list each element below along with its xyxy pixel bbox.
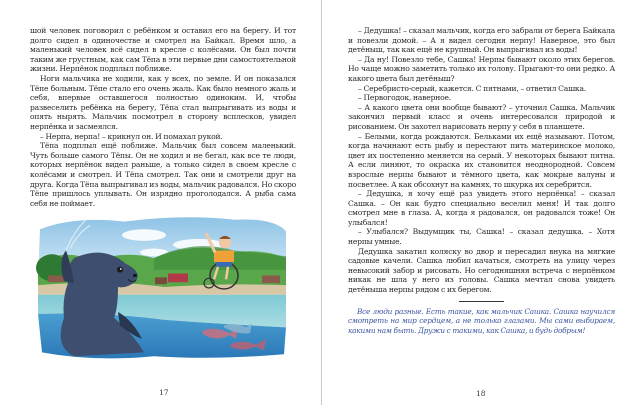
page-number: 17: [159, 388, 169, 397]
paragraph: – Да ну! Повезло тебе, Сашка! Нерпы бывают около этих берегов. Но чаще можно заметить только их голову. Прыгают-то они редко. А какого цвета был детёныш?: [348, 54, 615, 83]
paragraph: шой человек поговорил с ребёнком и оставил его на берегу. И тот долго сидел в одиночестве и смотрел на Байкал. Время шло, а маленький человек всё сидел в кресле с колёсами. Он был почти таким же грустным, как сам Тёпа в эти первые дни самостоятельной жизни. Нерпёнок подплыл поближе.: [30, 26, 296, 74]
illustration-seal-and-boy: [34, 212, 290, 362]
paragraph: – Серебристо-серый, кажется. С пятнами, – ответил Сашка.: [358, 83, 587, 93]
section-divider: [459, 301, 504, 302]
paragraph: – Белыми, когда рождаются. Бельками их ещё называют. Потом, когда начинают есть рыбу и перестают пить материнское молоко, цвет их постепенно меняется на серый. У некоторых бывают пятна. А если линяют, то окраска их становится неоднородной. Совсем взрослые нерпы бывают и тёмного цвета, как мокрые валуны и посветлее. А как обсохнут на камнях, то шкурка их серебрится.: [348, 131, 615, 189]
house: [155, 278, 167, 285]
house: [48, 276, 64, 283]
paragraph: – Дедушка! – сказал мальчик, когда его забрали от берега Байкала и повезли домой. – А я видел сегодня нерпу! Наверное, это был детёныш, так как ещё не крупный. Он выпрыгивал из воды!: [348, 26, 615, 55]
left-page-column: [30, 26, 296, 362]
paragraph: – Первогодок, наверное.: [358, 93, 451, 103]
moral-text: Все люди разные. Есть такие, как мальчик Сашка. Сашка научился смотреть на мир сердцем, а не только глазами. Мы сами выбираем, какими нам быть. Дружи с такими, как Сашка, и будь добрым!: [348, 306, 615, 336]
paragraph: – Дедушка, я хочу ещё раз увидеть этого нерпёнка! – сказал Сашка. – Он как будто специально веселил меня! И так долго смотрел мне в глаза. А, когда я радовался, он радовался тоже! Он улыбался!: [348, 189, 615, 227]
cloud: [122, 230, 166, 242]
house: [168, 274, 188, 283]
paragraph: Дедушка закатил коляску во двор и пересадил внука на мягкие садовые качели. Сашка любил качаться, смотреть на улицу через невысокий забор и рисовать. Но сегодняшняя встреча с нерпёнком никак не шла у него из головы. Сашка мечтал снова увидеть детёныша нерпы рядом с их берегом.: [348, 246, 615, 295]
page-number: 18: [476, 389, 486, 398]
paragraph: Ноги мальчика не ходили, как у всех, по земле. И он показался Тёпе больным. Тёпе стало его очень жаль. Как было немного жаль и себя, впервые оставшегося полностью одиноким. И, чтобы развеселить ребёнка на берегу, Тёпа стал выпрыгивать из воды и опять нырять. Мальчик посмотрел в сторону всплесков, увидел нерпёнка и засмеялся.: [30, 73, 296, 131]
paragraph: – Нерпа, нерпа! – крикнул он. И помахал рукой.: [40, 131, 223, 141]
left-page-text: [30, 26, 296, 208]
paragraph: – А какого цвета они вообще бывают? – уточнил Сашка. Мальчик закончил первый класс и очень интересовался природой и рисованием. Он захотел нарисовать нерпу у себя в планшете.: [348, 102, 615, 131]
right-page-text: [348, 26, 615, 295]
right-page-column: [348, 26, 615, 336]
house: [262, 276, 280, 284]
paragraph: – Улыбался? Выдумщик ты, Сашка! – сказал дедушка. – Хотя нерпы умные.: [348, 227, 615, 247]
right-page: [322, 0, 640, 405]
paragraph: Тёпа подплыл ещё поближе. Мальчик был совсем маленький. Чуть больше самого Тёпы. Он не ходил и не бегал, как все те люди, которых нерпёнок видел раньше, а только сидел в своем кресле с колёсами и смотрел. И Тёпа смотрел. Так они и смотрели друг на друга. Когда Тёпа выпрыгивал из воды, мальчик радовался. Но скоро Тёпе пришлось уплывать. Он изрядно проголодался. А рыба сама себя не поймает.: [30, 141, 296, 208]
